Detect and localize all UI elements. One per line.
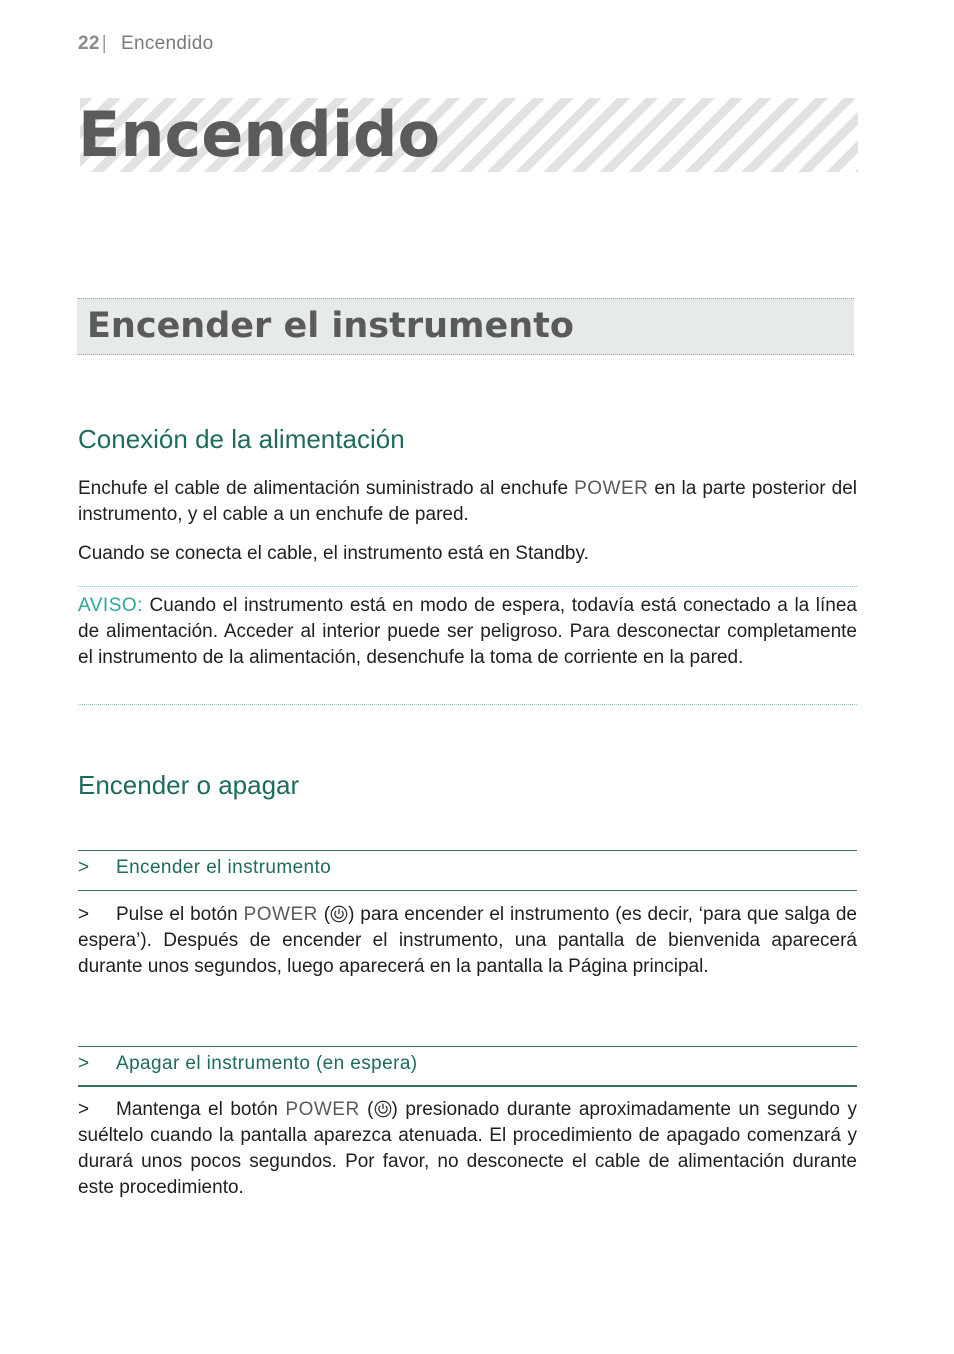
notice-label: AVISO: [78, 595, 143, 616]
step1-title-row [78, 857, 857, 879]
para1-text-b: en la parte posterior del instrumento, y el cable a un enchufe de pared. [78, 478, 858, 525]
section-title: Encender el instrumento [87, 306, 574, 346]
chapter-title: Encendido [78, 98, 441, 171]
notice-top-rule [78, 586, 857, 587]
header-chapter: Encendido [120, 33, 214, 54]
section-heading-box [77, 298, 854, 355]
notice-paragraph [78, 593, 857, 671]
para1-text-a: Enchufe el cable de alimentación suministrado al enchufe [78, 478, 575, 499]
header-separator: | [101, 33, 107, 54]
step1-text-b: ) para encender el instrumento (es decir, ‘para que salga de espera’). Después de encender el instrumento, una pantalla de bienvenida aparecerá durante unos segundos, luego aparecerá en la pantalla la Página principal. [78, 904, 858, 977]
power-icon [330, 905, 348, 923]
step2-text-a: Mantenga el botón [116, 1099, 286, 1120]
step1-title: Encender el instrumento [116, 857, 332, 878]
step2-bottom-rule [78, 1085, 857, 1087]
step1-open-paren: ( [317, 904, 331, 925]
page-number: 22 [78, 33, 100, 54]
step1-bottom-rule [78, 890, 857, 891]
step2-keyword-power: POWER [285, 1099, 360, 1120]
step1-text-a: Pulse el botón [116, 904, 244, 925]
keyword-power: POWER [574, 478, 649, 499]
power-icon [374, 1100, 392, 1118]
step2-open-paren: ( [359, 1099, 374, 1120]
step2-text [78, 1097, 857, 1201]
step2-bullet-icon: > [78, 1099, 90, 1120]
subsection-title-on-off: Encender o apagar [78, 770, 300, 800]
step1-text [78, 902, 857, 980]
step1-keyword-power: POWER [243, 904, 318, 925]
step2-chevron-icon: > [78, 1053, 90, 1074]
paragraph-power-connection [78, 476, 857, 528]
running-header [78, 33, 213, 55]
step2-text-b: ) presionado durante aproximadamente un segundo y suéltelo cuando la pantalla aparezca atenuada. El procedimiento de apagado comenzará y durará unos pocos segundos. Por favor, no desconecte el cable de alimentación durante este procedimiento. [78, 1099, 857, 1198]
notice-text: Cuando el instrumento está en modo de espera, todavía está conectado a la línea de alimentación. Acceder al interior puede ser peligroso. Para desconectar completamente el instrumento de la alimentación, desenchufe la toma de corriente en la pared. [78, 595, 857, 668]
step2-top-rule [78, 1046, 857, 1047]
step2-title-row [78, 1053, 857, 1075]
step1-top-rule [78, 850, 857, 851]
step2-title: Apagar el instrumento (en espera) [116, 1053, 418, 1074]
paragraph-standby: Cuando se conecta el cable, el instrumento está en Standby. [78, 543, 589, 564]
subsection-title-power-connection: Conexión de la alimentación [78, 424, 405, 454]
notice-bottom-rule [78, 704, 857, 705]
step1-bullet-icon: > [78, 904, 90, 925]
step1-chevron-icon: > [78, 857, 90, 878]
